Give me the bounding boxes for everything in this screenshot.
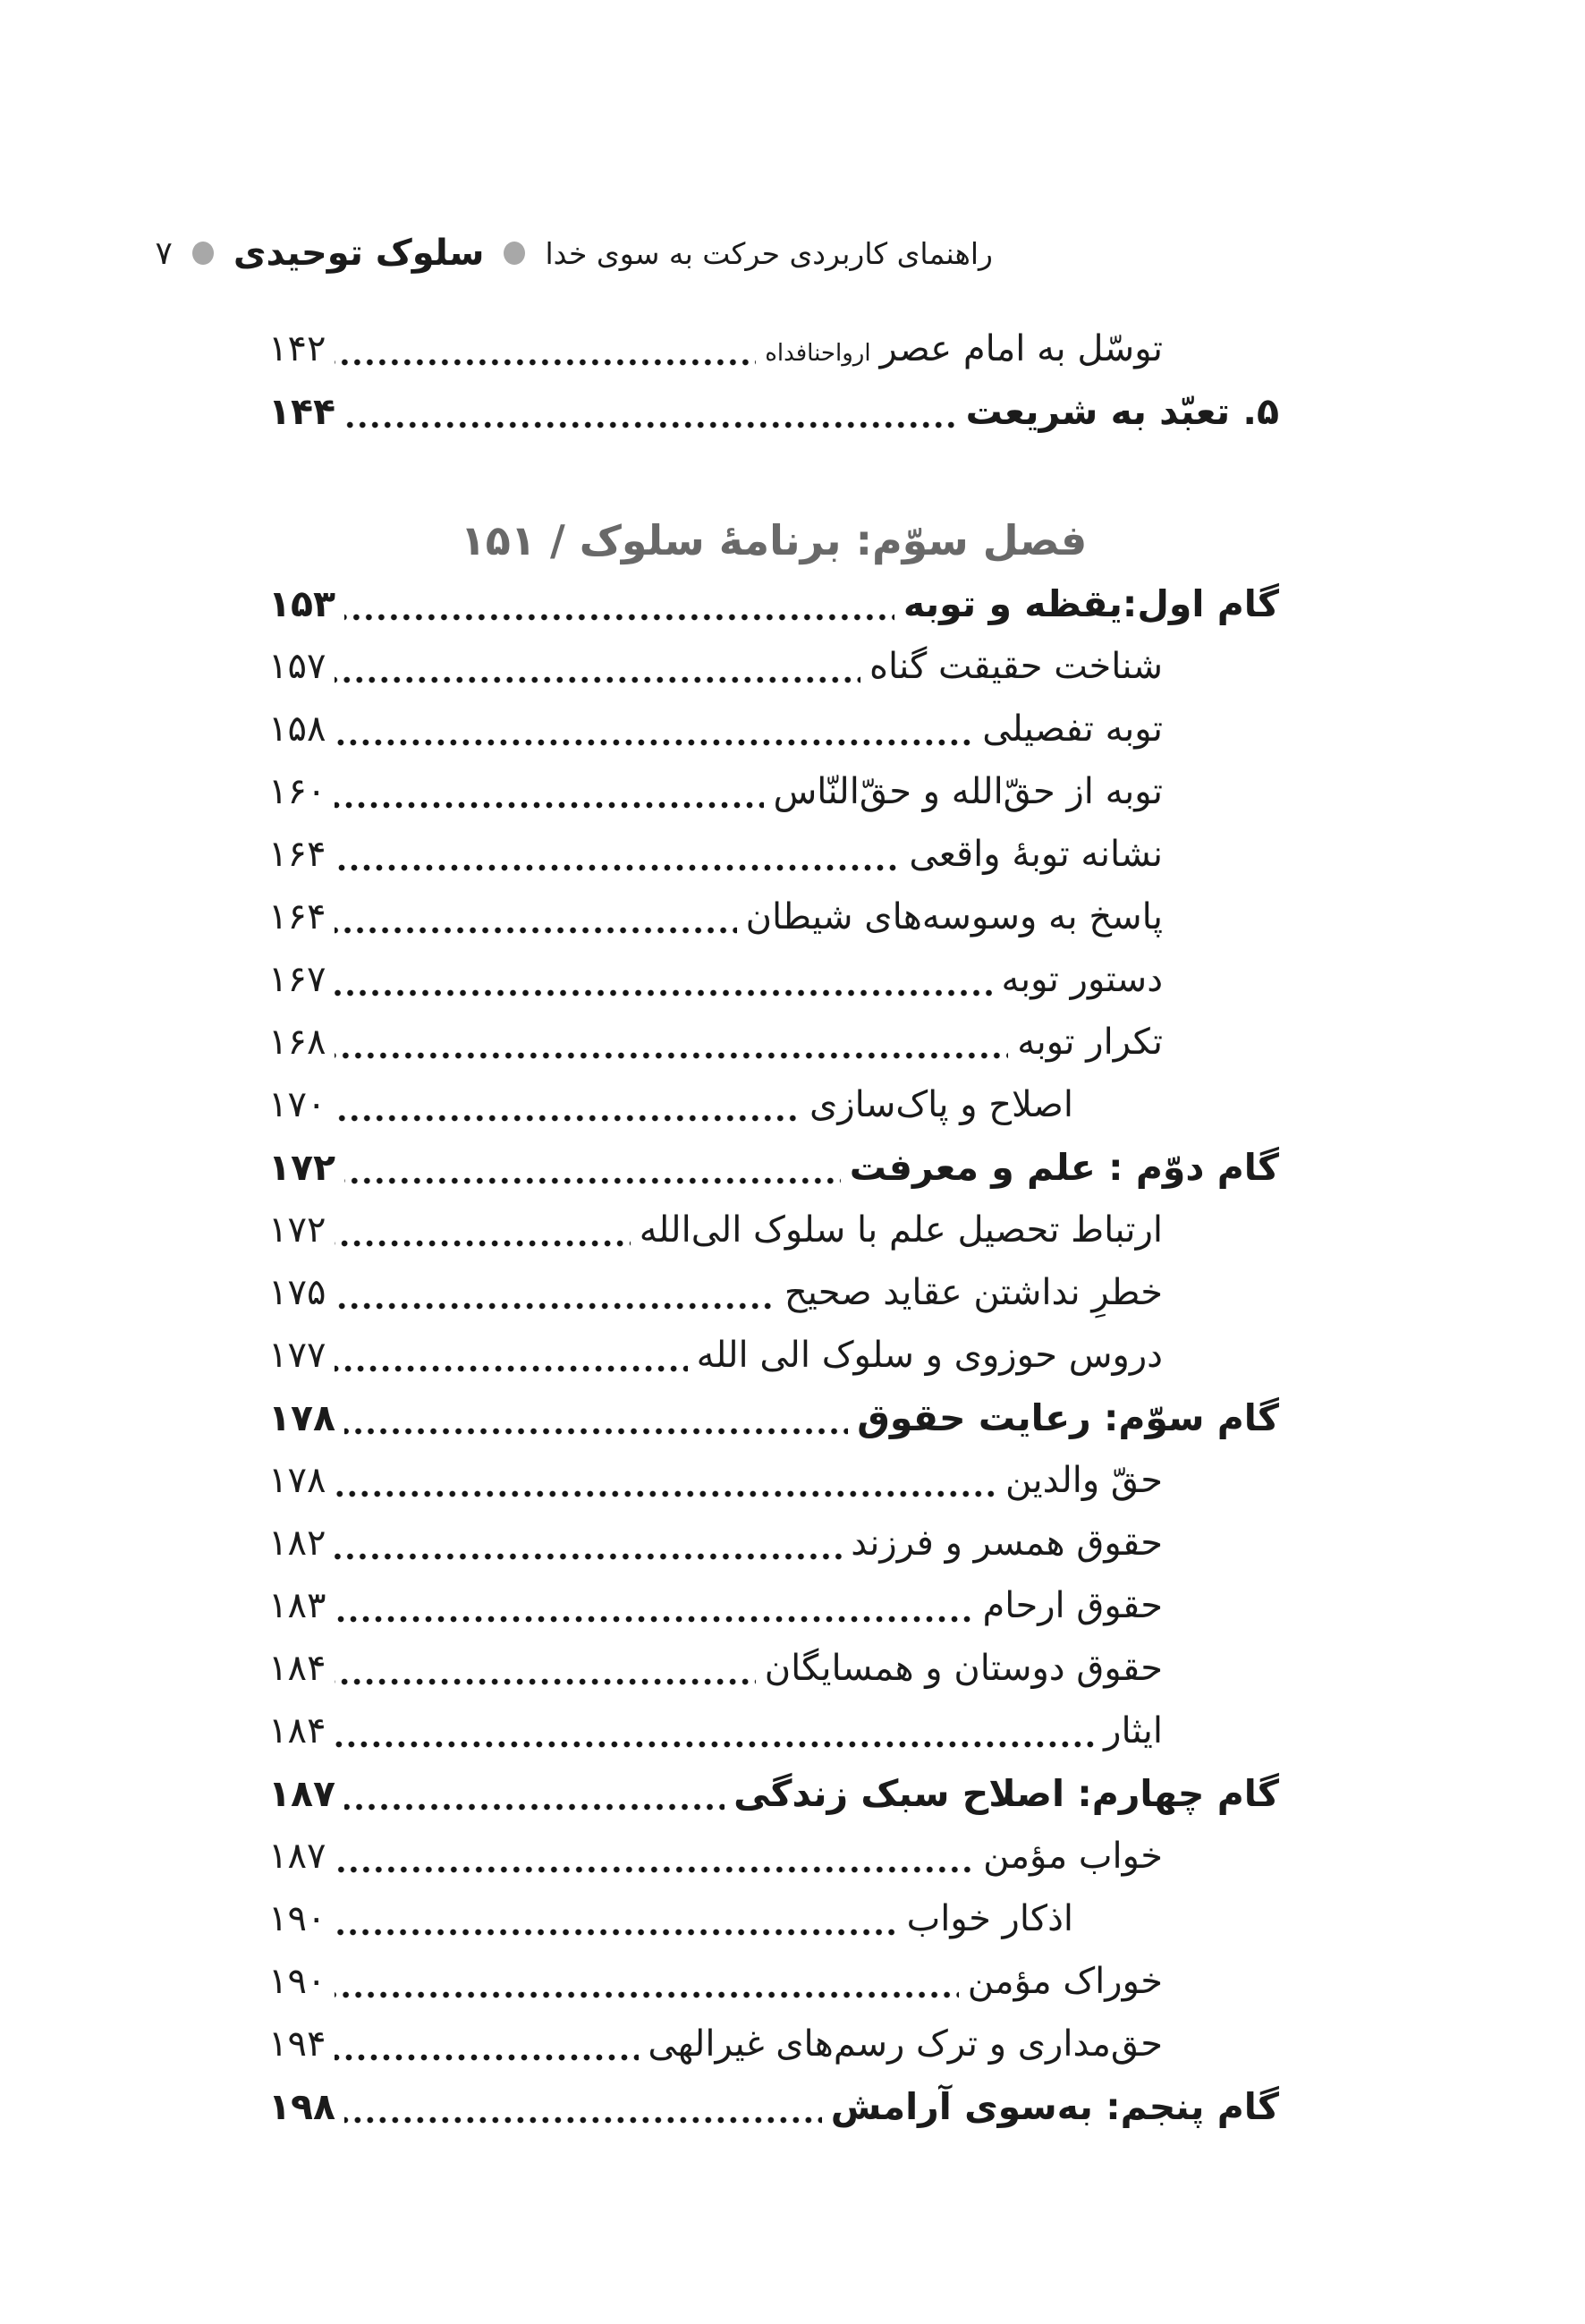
toc-entry-title: گام اول:یقظه و توبه	[903, 582, 1279, 625]
toc-row	[268, 1324, 1279, 1387]
toc-entry-title: دستور توبه	[1001, 959, 1163, 1000]
toc-dotted-leader	[335, 1199, 630, 1261]
toc-row	[268, 1449, 1279, 1512]
toc-top-section	[268, 318, 1279, 443]
toc-page-number: ۱۶۰	[268, 771, 326, 812]
toc-entry-title: تکرار توبه	[1017, 1022, 1163, 1063]
toc-entry-title: ایثار	[1104, 1710, 1163, 1751]
book-title: سلوک توحیدی	[233, 233, 485, 274]
toc-page-number: ۱۸۴	[268, 1710, 326, 1751]
toc-row	[268, 886, 1279, 948]
toc-entry-title: پاسخ به وسوسه‌های شیطان	[745, 896, 1163, 937]
toc-dotted-leader	[335, 1950, 958, 2013]
toc-page-number: ۱۶۸	[268, 1022, 326, 1063]
toc-page-number: ۱۷۷	[268, 1335, 326, 1376]
toc-dotted-leader	[335, 1637, 755, 1700]
toc-entry-title: گام سوّم: رعایت حقوق	[857, 1396, 1279, 1439]
toc-row	[268, 2075, 1279, 2138]
toc-dotted-leader	[344, 1136, 841, 1199]
toc-page-number: ۱۵۳	[268, 582, 336, 625]
toc-page-number: ۱۹۸	[268, 2085, 336, 2128]
toc-dotted-leader	[335, 318, 756, 380]
toc-entry-title: توبه تفصیلی	[982, 708, 1163, 750]
toc-row	[268, 1387, 1279, 1449]
toc-dotted-leader	[344, 1762, 725, 1825]
toc-dotted-leader	[335, 2013, 639, 2075]
toc-page-number: ۱۷۸	[268, 1396, 336, 1439]
toc-page-number: ۱۷۰	[268, 1084, 326, 1125]
toc-entry-title: ۵. تعبّد به شریعت	[965, 390, 1279, 433]
toc-dotted-leader	[335, 1449, 996, 1512]
toc-page-number: ۱۷۵	[268, 1272, 326, 1313]
toc-dotted-leader	[335, 823, 900, 886]
toc-entry-title: گام چهارم: اصلاح سبک زندگی	[733, 1772, 1279, 1815]
chapter-heading: فصل سوّم: برنامهٔ سلوک / ۱۵۱	[460, 516, 1088, 564]
toc-entry-title: حق‌مداری و ترک رسم‌های غیرالهی	[648, 2023, 1163, 2065]
toc-row	[268, 1825, 1279, 1887]
toc-row	[268, 635, 1279, 698]
toc-row	[268, 1011, 1279, 1073]
toc-entry-title: حقوق ارحام	[982, 1585, 1163, 1626]
toc-row	[268, 948, 1279, 1011]
toc-entry-title: شناخت حقیقت گناه	[869, 646, 1163, 687]
toc-page-number: ۱۸۷	[268, 1772, 336, 1815]
toc-entry-title: گام پنجم: به‌سوی آرامش	[830, 2085, 1279, 2128]
toc-dotted-leader	[335, 635, 860, 698]
toc-row	[268, 698, 1279, 760]
toc-page-number: ۱۸۳	[268, 1585, 326, 1626]
toc-dotted-leader	[335, 698, 973, 760]
toc-page-number: ۱۹۴	[268, 2023, 326, 2065]
toc-row	[268, 2013, 1279, 2075]
toc-page-number: ۱۶۷	[268, 959, 326, 1000]
toc-entry-title: توبه از حقّ‌الله و حقّ‌النّاس	[773, 771, 1163, 812]
toc-entry-title: خطرِ نداشتن عقاید صحیح	[784, 1272, 1163, 1313]
toc-row	[268, 1762, 1279, 1825]
toc-dotted-leader	[335, 1512, 842, 1574]
toc-dotted-leader	[344, 573, 894, 635]
toc-dotted-leader	[335, 1324, 687, 1387]
toc-page-number: ۱۷۸	[268, 1460, 326, 1501]
toc-page-number: ۱۴۲	[268, 328, 326, 369]
toc-entry-title: اذکار خواب	[906, 1898, 1073, 1939]
toc-row	[268, 760, 1279, 823]
toc-row	[268, 318, 1279, 380]
toc-row	[268, 1637, 1279, 1700]
toc-page-number: ۱۴۴	[268, 390, 336, 433]
toc-main-section	[268, 573, 1279, 2138]
toc-row	[268, 1887, 1279, 1950]
toc-row	[268, 1199, 1279, 1261]
toc-page-number: ۱۹۰	[268, 1898, 326, 1939]
toc-dotted-leader	[335, 1073, 801, 1136]
toc-page-number: ۱۷۲	[268, 1146, 336, 1189]
toc-dotted-leader	[335, 1261, 775, 1324]
toc-row	[268, 1261, 1279, 1324]
toc-row	[268, 1073, 1279, 1136]
toc-page-number: ۱۸۷	[268, 1836, 326, 1877]
page-number: ۷	[155, 234, 173, 272]
toc-row	[268, 380, 1279, 443]
toc-dotted-leader	[335, 886, 736, 948]
toc-dotted-leader	[335, 1700, 1095, 1762]
toc-dotted-leader	[335, 948, 992, 1011]
book-subtitle: راهنمای کاربردی حرکت به سوی خدا	[545, 235, 993, 271]
toc-row	[268, 1512, 1279, 1574]
toc-page-number: ۱۵۷	[268, 646, 326, 687]
toc-page-number: ۱۸۴	[268, 1648, 326, 1689]
toc-row	[268, 1574, 1279, 1637]
toc-page-number: ۱۸۲	[268, 1522, 326, 1564]
toc-entry-title: حقوق همسر و فرزند	[851, 1522, 1163, 1564]
toc-dotted-leader	[335, 1887, 897, 1950]
toc-entry-title: اصلاح و پاک‌سازی	[809, 1084, 1073, 1125]
toc-entry-title: گام دوّم : علم و معرفت	[849, 1146, 1279, 1189]
toc-page-number: ۱۶۴	[268, 896, 326, 937]
toc-row	[268, 573, 1279, 635]
toc-entry-title: توسّل به امام عصرارواحنافداه	[765, 328, 1163, 369]
toc-dotted-leader	[344, 380, 957, 443]
running-header	[155, 222, 993, 284]
separator-bullet-icon	[192, 242, 214, 265]
toc-dotted-leader	[335, 1574, 973, 1637]
toc-page-number: ۱۶۴	[268, 834, 326, 875]
toc-row	[268, 1700, 1279, 1762]
toc-dotted-leader	[335, 760, 764, 823]
toc-entry-title: نشانه توبهٔ واقعی	[909, 834, 1163, 875]
toc-entry-title: دروس حوزوی و سلوک الی الله	[696, 1335, 1163, 1376]
toc-page-number: ۱۹۰	[268, 1961, 326, 2002]
toc-page-number: ۱۵۸	[268, 708, 326, 750]
toc-entry-title-suffix: ارواحنافداه	[765, 340, 871, 367]
toc-dotted-leader	[344, 2075, 822, 2138]
toc-dotted-leader	[344, 1387, 848, 1449]
toc-entry-title: حقّ والدین	[1005, 1460, 1163, 1501]
toc-page-number: ۱۷۲	[268, 1209, 326, 1251]
toc-entry-title: ارتباط تحصیل علم با سلوک الی‌الله	[639, 1209, 1163, 1251]
toc-dotted-leader	[335, 1825, 974, 1887]
toc-row	[268, 823, 1279, 886]
toc-entry-title: حقوق دوستان و همسایگان	[764, 1648, 1163, 1689]
toc-dotted-leader	[335, 1011, 1008, 1073]
toc-entry-title: خواب مؤمن	[983, 1836, 1163, 1877]
toc-row	[268, 1950, 1279, 2013]
toc-entry-title: خوراک مؤمن	[967, 1961, 1163, 2002]
separator-bullet-icon	[504, 242, 525, 265]
toc-row	[268, 1136, 1279, 1199]
